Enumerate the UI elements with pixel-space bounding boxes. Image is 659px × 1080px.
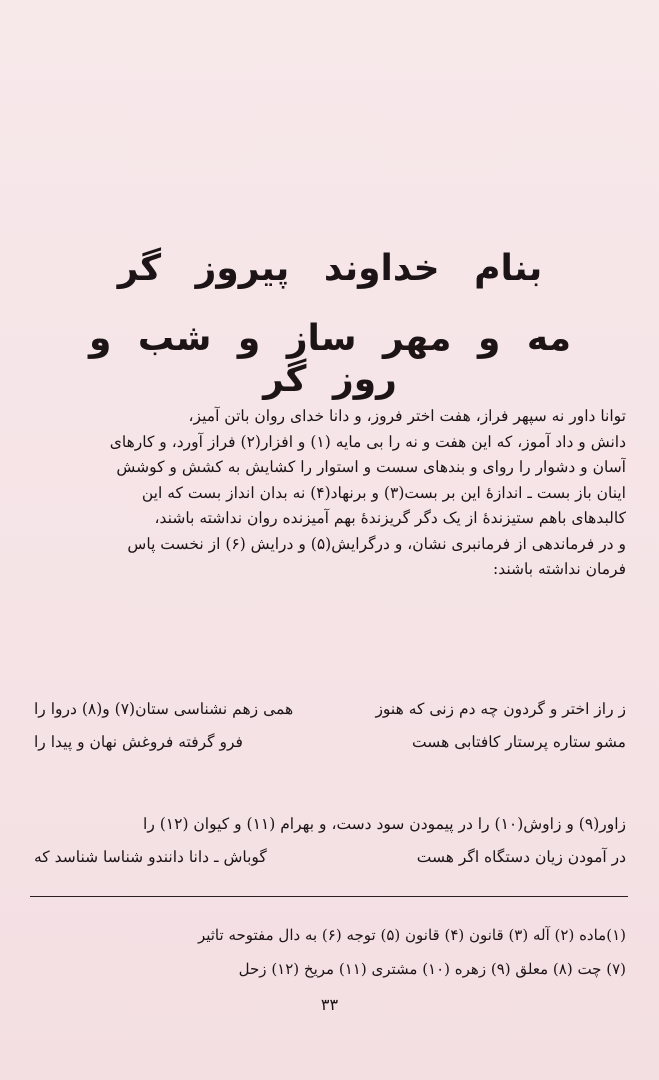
verse-hemistich: زاور(۹) و زاوش(۱۰) را در پیمودن سود دست، و بهرام (۱۱) و کیوان (۱۲) را <box>143 815 626 833</box>
page-title-line-2: مه و مهر ساز و شب و روز گر <box>88 318 572 400</box>
verse-hemistich: همی زهم نشناسی ستان(۷) و(۸) دروا را <box>34 700 294 718</box>
verse-line <box>34 693 626 726</box>
paragraph-line: فرمان نداشته باشند: <box>492 560 626 578</box>
page-number: ۳۳ <box>320 995 339 1014</box>
footnotes <box>34 918 626 986</box>
footnote-line: (۷) چت (۸) معلق (۹) زهره (۱۰) مشتری (۱۱) مریخ (۱۲) زحل <box>238 960 626 978</box>
paragraph-line: توانا داور نه سپهر فراز، هفت اختر فروز، و دانا خدای روان باتن آمیز، <box>188 407 626 425</box>
paragraph-line: کالبدهای باهم ستیزندهٔ از یک دگر گریزندهٔ بهم آمیزنده روان نداشته باشند، <box>154 509 626 527</box>
footnote-line: (۱)ماده (۲) آله (۳) قانون (۴) قانون (۵) توجه (۶) به دال مفتوحه تاثیر <box>197 926 626 944</box>
page-title-line-1: بنام خداوند پیروز گر <box>117 248 543 289</box>
verse-hemistich: گوباش ـ دانا دانندو شناسا شناسد که <box>34 848 267 866</box>
verse-hemistich: فرو گرفته فروغش نهان و پیدا را <box>34 733 243 751</box>
verse-line <box>34 808 626 841</box>
verse-hemistich: مشو ستاره پرستار کافتابی هست <box>412 733 626 751</box>
verse-block-2 <box>34 808 626 874</box>
paragraph-line: آسان و دشوار را روای و بندهای سست و استوار را کشایش به کشش و کوشش <box>116 458 626 476</box>
footnote-divider <box>30 896 628 897</box>
verse-hemistich: ز راز اختر و گردون چه دم زنی که هنوز <box>375 700 626 718</box>
paragraph-line: دانش و داد آموز، که این هفت و نه را بی مایه (۱) و افزار(۲) فراز آورد، و کارهای <box>109 432 626 451</box>
verse-block-1 <box>34 693 626 759</box>
paragraph-1 <box>34 404 626 583</box>
paragraph-line: اینان باز بست ـ اندازهٔ این بر بست(۳) و برنهاد(۴) نه بدان انداز بست که این <box>141 483 626 502</box>
verse-line <box>34 841 626 874</box>
verse-line <box>34 726 626 759</box>
paragraph-line: و در فرماندهی از فرمانبری نشان، و درگرایش(۵) و درایش (۶) از نخست پاس <box>127 534 626 553</box>
verse-hemistich: در آمودن زیان دستگاه اگر هست <box>416 848 626 866</box>
